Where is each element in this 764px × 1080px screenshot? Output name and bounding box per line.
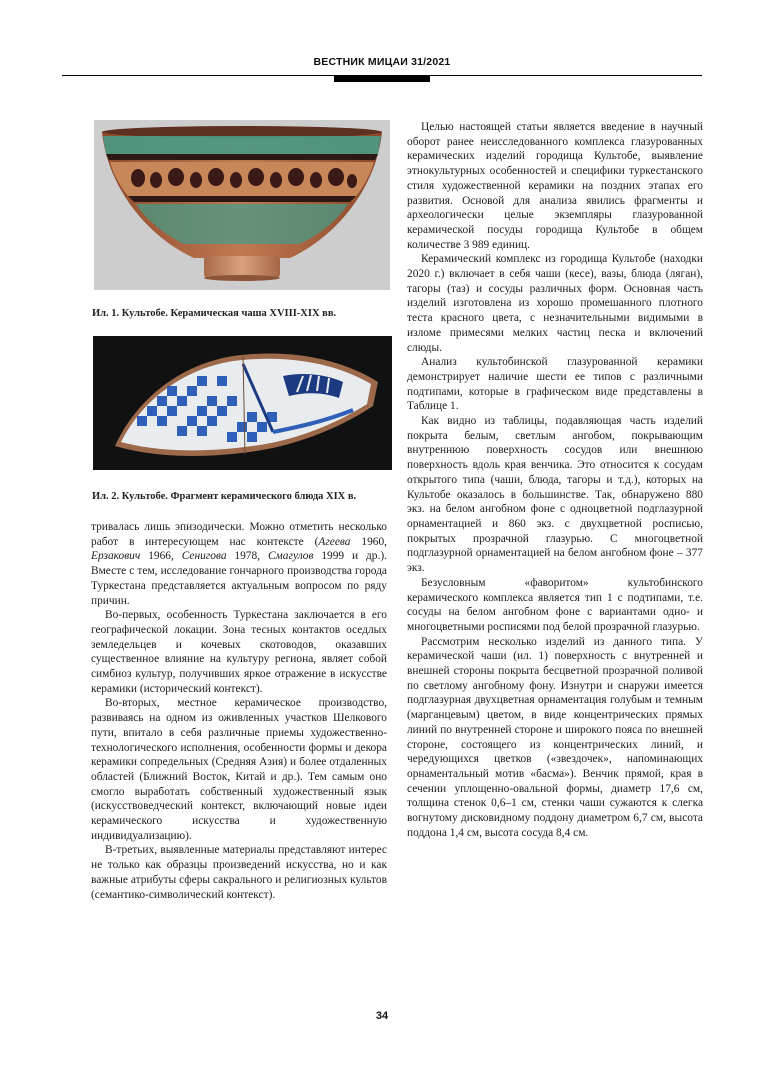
text-segment: 1978,	[226, 550, 268, 563]
header-rule-accent	[334, 75, 430, 82]
body-paragraph	[407, 252, 703, 355]
figure-1-caption: Ил. 1. Культобе. Керамическая чаша XVIII-XIX вв.	[92, 308, 337, 319]
text-segment: Как видно из таблицы, подавляющая часть изделий покрыта белым, светлым ангобом, покрывающим внутреннюю поверхность сосудов или внешнюю поверхность вдоль края венчика. Это относится к сосудам открытого типа (чаши, блюда, тагоры и т.д.), которых на Культобе оказалось в большинстве. Так, обнаружено 880 экз. на белом ангобном фоне с одноцветной подглазурной орнаментацией и 860 экз. с двухцветной росписью, покрытых прозрачной глазурью. С многоцветной подглазурной орнаментацией на белом ангобном фоне – 377 экз.	[407, 415, 703, 575]
text-segment: 1960,	[350, 535, 387, 548]
figure-1-bowl-photo	[94, 120, 390, 290]
text-segment: Целью настоящей статьи является введение в научный оборот ранее неисследованного комплекса глазурованных керамических изделий городища Культобе, выявление этнокультурных особенностей и специфики туркестанского стиля художественной керамики на поздних этапах его развития. Основой для анализа явились фрагменты и археологически целые экземпляры глазурованной керамической посуды городища Культобе в общем количестве 3 989 единиц.	[407, 121, 703, 251]
body-paragraph	[91, 520, 387, 608]
page-number: 34	[375, 1010, 389, 1022]
cited-author: Смагулов	[267, 550, 314, 563]
body-paragraph	[407, 635, 703, 841]
bowl-illustration	[94, 120, 390, 290]
body-paragraph	[91, 608, 387, 696]
text-segment: 1966,	[140, 550, 182, 563]
figure-2-caption: Ил. 2. Культобе. Фрагмент керамического блюда XIX в.	[92, 491, 357, 502]
text-segment: Керамический комплекс из городища Культобе (находки 2020 г.) включает в себя чаши (кесе), вазы, блюда (ляган), тагоры (таз) и сосуды различных форм. Основная часть изделий изготовлена из хорошо промешанного плотного теста красного цвета, с незначительными видимыми в изломе примесями мелких частиц песка и включений слюды.	[407, 253, 703, 354]
text-segment: Рассмотрим несколько изделий из данного типа. У керамической чаши (ил. 1) поверхность с внутренней и внешней стороны покрыта бесцветной прозрачной поливой по светлому ангобному фону. Изнутри и снаружи имеется подглазурная двухцветная орнаментация голубым и темным (марганцевым) цветом, в виде концентрических прямых линий по внутренней стороне и широкого пояса по внешней стороне, состоящего из концентрических линий, и чередующихся цветков («звездочек», напоминающих орнаментальный мотив «басма»). Венчик прямой, края в сечении уплощенно-овальной формы, диаметр 17,6 см, толщина стенок 0,6–1 см, стенки чаши сужаются к слегка вогнутому дисковидному поддону диаметром 6,7 см, высота поддона 1,4 см, высота сосуда 8,4 см.	[407, 635, 703, 839]
text-segment: тривалась лишь эпизодически. Можно отметить несколько работ в интересующем нас контексте (	[91, 521, 387, 548]
figure-2-dish-fragment-photo	[93, 336, 392, 470]
cited-author: Ерзакович	[91, 550, 141, 563]
text-segment: Во-первых, особенность Туркестана заключается в его географической локации. Зона тесных контактов оседлых земледельцев и кочевых скотоводов, оказавших существенное влияние на культуру региона, являет собой симбиоз культур, получивших яркое отражение в искусстве керамики (исторический контекст).	[91, 609, 387, 695]
body-paragraph	[407, 355, 703, 414]
body-paragraph	[407, 576, 703, 635]
right-column-text	[407, 120, 703, 840]
text-segment: Безусловным «фаворитом» культобинского керамического комплекса является тип 1 с подтипами, т.е. сосуды на белом ангобном фоне с вариантами одно- и многоцветными росписями под белой прозрачной глазурью.	[407, 576, 703, 633]
text-segment: 1999 и др.). Вместе с тем, исследование гончарного производства города Туркестана представляется актуальным вопросом по ряду причин.	[91, 550, 387, 607]
text-segment: Во-вторых, местное керамическое производство, развиваясь на одном из оживленных участков Шелкового пути, впитало в себя различные приемы художественно-технологического исполнения, особенности формы и декора керамики сопредельных (Средняя Азия) и более отдаленных областей (Ближний Восток, Китай и др.). Тем самым оно смогло выработать собственный художественный язык (искусствоведческий контекст, включающий новые идеи керамического искусства и художественную индивидуализацию).	[91, 697, 387, 842]
body-paragraph	[91, 843, 387, 902]
cited-author: Агеева	[318, 535, 351, 548]
text-segment: В-третьих, выявленные материалы представляют интерес не только как образцы произведений искусства, но и как важные атрибуты сферы сакрального и религиозных культов (семантико-символический контекст).	[91, 844, 387, 901]
journal-header: ВЕСТНИК МИЦАИ 31/2021	[313, 56, 451, 68]
cited-author: Сенигова	[181, 550, 227, 563]
dish-fragment-illustration	[93, 336, 392, 470]
body-paragraph	[407, 414, 703, 576]
body-paragraph	[407, 120, 703, 252]
text-segment: Анализ культобинской глазурованной керамики демонстрирует наличие шести ее типов с различными подтипами, которые в графическом виде представлены в Таблице 1.	[407, 356, 703, 413]
left-column-text	[91, 520, 387, 902]
body-paragraph	[91, 696, 387, 843]
